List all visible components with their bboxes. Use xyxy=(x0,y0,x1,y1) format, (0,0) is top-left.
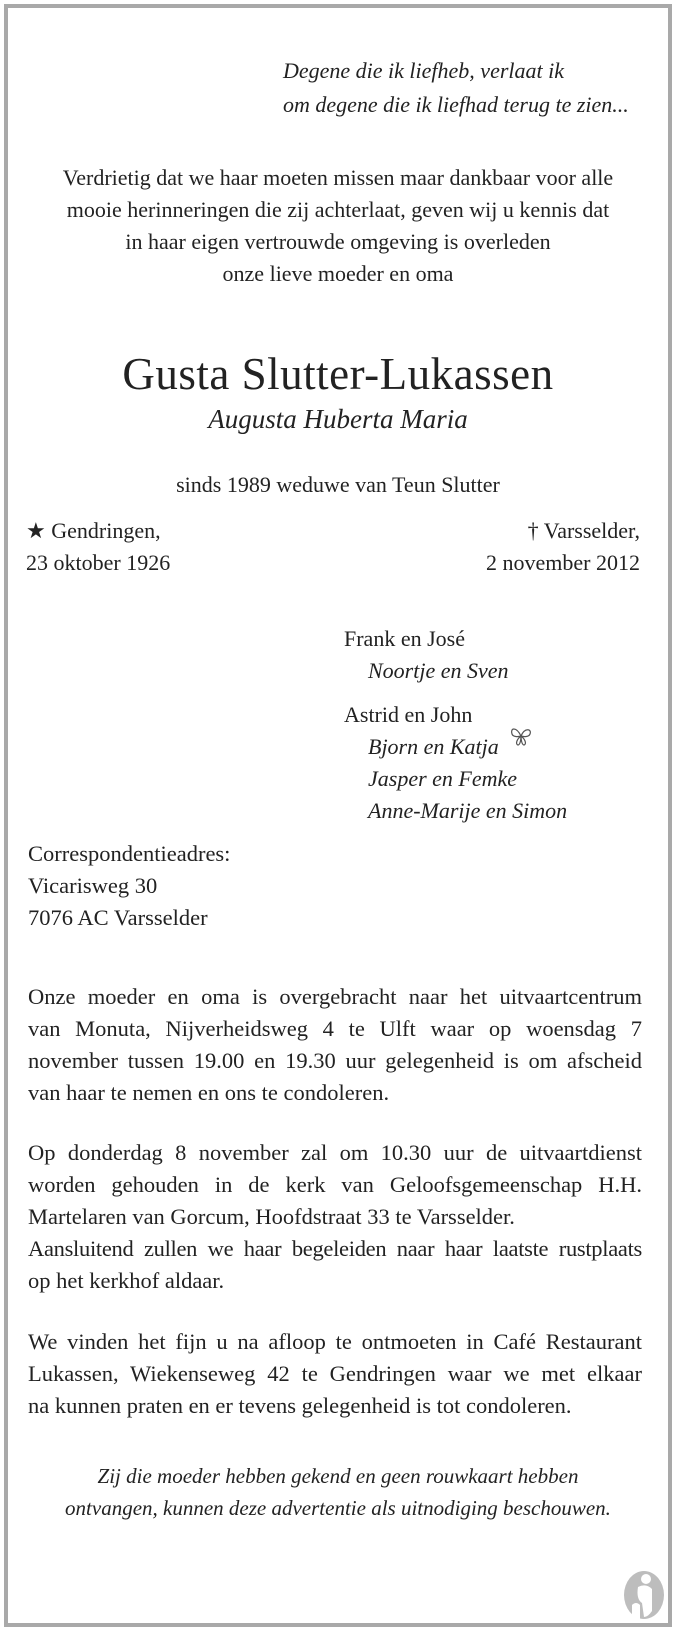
para3-line-2: Lukassen, Wiekenseweg 42 te Gendringen waar we met elkaar xyxy=(28,1361,642,1386)
address-postcode: 7076 AC Varsselder xyxy=(28,905,208,930)
memorial-logo-icon xyxy=(622,1565,666,1625)
para1-line-2: van Monuta, Nijverheidsweg 4 te Ulft waar op woensdag 7 xyxy=(28,1016,642,1041)
intro-line-1: Verdrietig dat we haar moeten missen maar dankbaar voor alle xyxy=(62,165,614,190)
closing-line-1: Zij die moeder hebben gekend en geen rouwkaart hebben xyxy=(97,1464,579,1488)
para2-line-1: Op donderdag 8 november zal om 10.30 uur de uitvaartdienst xyxy=(28,1140,642,1165)
para3-line-3: na kunnen praten en er tevens gelegenheid is tot condoleren. xyxy=(28,1393,572,1418)
para2-line-4: Aansluitend zullen we haar begeleiden naar haar laatste rustplaats xyxy=(28,1236,642,1261)
intro-line-3: in haar eigen vertrouwde omgeving is overleden xyxy=(125,229,551,254)
birth-star-icon: ★ xyxy=(26,518,46,543)
family-line-4: Bjorn en Katja xyxy=(368,734,499,759)
birth-place-line xyxy=(26,518,161,544)
death-place-line xyxy=(528,518,640,544)
para2-line-2: worden gehouden in de kerk van Geloofsgemeenschap H.H. xyxy=(28,1172,642,1197)
birth-place: Gendringen, xyxy=(51,518,161,543)
family-line-3: Astrid en John xyxy=(344,702,473,727)
death-place: Varsselder, xyxy=(543,518,640,543)
para3-line-1: We vinden het fijn u na afloop te ontmoeten in Café Restaurant xyxy=(28,1329,642,1354)
para2-line-3: Martelaren van Gorcum, Hoofdstraat 33 te Varsselder. xyxy=(28,1204,515,1229)
para1-line-3: november tussen 19.00 en 19.30 uur gelegenheid is om afscheid xyxy=(28,1048,642,1073)
motto-line-2: om degene die ik liefhad terug te zien... xyxy=(283,92,629,117)
birth-date: 23 oktober 1926 xyxy=(26,550,171,575)
intro-line-4: onze lieve moeder en oma xyxy=(222,261,454,286)
family-line-5: Jasper en Femke xyxy=(368,766,518,791)
obituary-card xyxy=(4,4,672,1627)
family-line-2: Noortje en Sven xyxy=(368,658,509,683)
family-line-1: Frank en José xyxy=(344,626,465,651)
death-cross-icon: † xyxy=(527,518,539,543)
butterfly-icon xyxy=(508,724,534,748)
closing-line-2: ontvangen, kunnen deze advertentie als uitnodiging beschouwen. xyxy=(65,1496,611,1520)
family-line-6: Anne-Marije en Simon xyxy=(368,798,568,823)
widow-line: sinds 1989 weduwe van Teun Slutter xyxy=(176,472,500,497)
deceased-given-names: Augusta Huberta Maria xyxy=(208,404,468,434)
para2-line-5: op het kerkhof aldaar. xyxy=(28,1268,225,1293)
address-heading: Correspondentieadres: xyxy=(28,841,231,866)
intro-line-2: mooie herinneringen die zij achterlaat, geven wij u kennis dat xyxy=(66,197,610,222)
motto-line-1: Degene die ik liefheb, verlaat ik xyxy=(283,58,564,83)
deceased-name: Gusta Slutter-Lukassen xyxy=(122,349,554,399)
para1-line-4: van haar te nemen en ons te condoleren. xyxy=(28,1080,390,1105)
death-date: 2 november 2012 xyxy=(486,550,640,575)
address-street: Vicarisweg 30 xyxy=(28,873,158,898)
para1-line-1: Onze moeder en oma is overgebracht naar het uitvaartcentrum xyxy=(28,984,642,1009)
